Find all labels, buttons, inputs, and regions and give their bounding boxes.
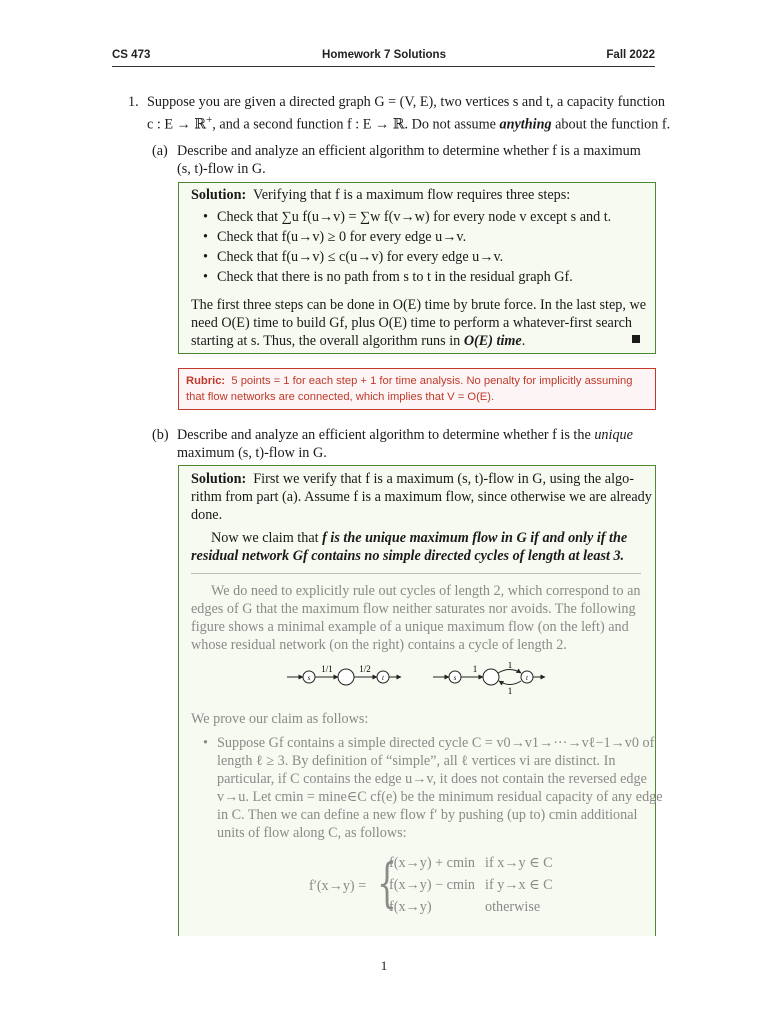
grey-line-2: edges of G that the maximum flow neither saturates nor avoids. The following <box>191 601 636 617</box>
left-flow-network <box>287 664 401 685</box>
grey-line-1: We do need to explicitly rule out cycles of length 2, which correspond to an <box>211 583 641 599</box>
header-rule <box>112 66 655 67</box>
course-code: CS 473 <box>112 49 151 61</box>
right-residual-network <box>433 662 545 696</box>
grey-line-4: whose residual network (on the right) contains a cycle of length 2. <box>191 637 567 653</box>
proof-line-4: v→u. Let cmin = mine∈C cf(e) be the minimum residual capacity of any edge <box>217 789 663 805</box>
document-title: Homework 7 Solutions <box>322 49 446 61</box>
rubric-box <box>178 368 656 410</box>
claim-line-1: Now we claim that f is the unique maximum flow in G if and only if the <box>211 530 628 546</box>
problem-line-1: Suppose you are given a directed graph G = (V, E), two vertices s and t, a capacity function <box>147 94 665 110</box>
qed-square-icon <box>632 335 640 343</box>
prove-intro: We prove our claim as follows: <box>191 711 369 727</box>
proof-line-2: length ℓ ≥ 3. By definition of “simple”, all ℓ vertices vi are distinct. In <box>217 753 616 769</box>
bullet-2: Check that f(u→v) ≥ 0 for every edge u→v. <box>217 229 467 245</box>
bullet-dot: • <box>203 269 208 285</box>
residual-edge-label: 1 <box>472 664 478 674</box>
node-s-right-label: s <box>453 674 457 682</box>
proof-line-3: particular, if C contains the edge u→v, it does not contain the reversed edge <box>217 771 647 787</box>
term: Fall 2022 <box>606 49 655 61</box>
part-a-q2: (s, t)-flow in G. <box>177 161 266 177</box>
solution-p1: The first three steps can be done in O(E) time by brute force. In the last step, we <box>191 297 647 313</box>
bullet-4: Check that there is no path from s to t in the residual graph Gf. <box>217 269 573 285</box>
node-s-left-label: s <box>307 674 311 682</box>
node-mid-right <box>483 669 499 685</box>
part-a-q1: Describe and analyze an efficient algorithm to determine whether f is a maximum <box>177 143 641 159</box>
solution-b-line-1: Solution: First we verify that f is a maximum (s, t)-flow in G, using the algo- <box>191 471 634 487</box>
edge-label-1-2: 1/2 <box>359 664 371 674</box>
proof-line-5: in C. Then we can define a new flow f′ by pushing (up to) cmin additional <box>217 807 638 823</box>
left-brace-icon: { <box>377 854 397 914</box>
bullet-dot: • <box>203 209 208 225</box>
solution-p3: starting at s. Thus, the overall algorithm runs in O(E) time. <box>191 333 526 349</box>
part-b-q1: Describe and analyze an efficient algorithm to determine whether f is the unique <box>177 427 633 443</box>
bullet-3: Check that f(u→v) ≤ c(u→v) for every edge u→v. <box>217 249 504 265</box>
flow-network-figure <box>179 662 655 702</box>
solution-b-line-3: done. <box>191 507 223 523</box>
bullet-1: Check that ∑u f(u→v) = ∑w f(v→w) for every node v except s and t. <box>217 209 612 225</box>
node-t-right-label: t <box>526 674 528 682</box>
rubric-line-2: that flow networks are connected, which implies that V = O(E). <box>186 391 495 403</box>
grey-line-3: figure shows a minimal example of a unique maximum flow (on the left) and <box>191 619 629 635</box>
proof-line-1: Suppose Gf contains a simple directed cycle C = v0→v1→···→vℓ−1→v0 of <box>217 735 655 751</box>
bullet-dot: • <box>203 229 208 245</box>
node-t-left-label: t <box>382 674 384 682</box>
residual-bottom-label: 1 <box>507 686 513 696</box>
section-divider <box>191 573 641 574</box>
residual-top-label: 1 <box>507 662 513 670</box>
part-a-label: (a) <box>152 143 168 159</box>
case-1-cond: if x→y ∈ C <box>485 855 553 871</box>
claim-line-2: residual network Gf contains no simple directed cycles of length at least 3. <box>191 548 625 564</box>
case-1-expr: f(x→y) + cmin <box>389 855 476 871</box>
part-b-solution-box <box>178 465 663 936</box>
case-2-expr: f(x→y) − cmin <box>389 877 476 893</box>
solution-intro: Solution: Verifying that f is a maximum flow requires three steps: <box>191 187 571 203</box>
solution-b-line-2: rithm from part (a). Assume f is a maximum flow, since otherwise we are already <box>191 489 652 505</box>
part-a-solution-box <box>178 182 656 354</box>
part-b-label: (b) <box>152 427 169 443</box>
problem-number: 1. <box>128 94 139 110</box>
bullet-dot: • <box>203 735 208 751</box>
proof-line-6: units of flow along C, as follows: <box>217 825 407 841</box>
case-3-expr: f(x→y) <box>389 899 432 915</box>
rubric-line-1: Rubric: 5 points = 1 for each step + 1 for time analysis. No penalty for implicitly assuming <box>186 375 633 387</box>
case-3-cond: otherwise <box>485 899 541 915</box>
page-number: 1 <box>380 958 388 973</box>
solution-p2: need O(E) time to build Gf, plus O(E) time to perform a whatever-first search <box>191 315 632 331</box>
equation-lhs: f′(x→y) = <box>309 878 367 894</box>
case-2-cond: if y→x ∈ C <box>485 877 553 893</box>
node-mid-left <box>338 669 354 685</box>
problem-line-2: c : E → ℝ+, and a second function f : E → ℝ. Do not assume anything about the function f. <box>147 114 671 133</box>
part-b-q2: maximum (s, t)-flow in G. <box>177 445 327 461</box>
bullet-dot: • <box>203 249 208 265</box>
edge-label-1-1: 1/1 <box>321 664 333 674</box>
